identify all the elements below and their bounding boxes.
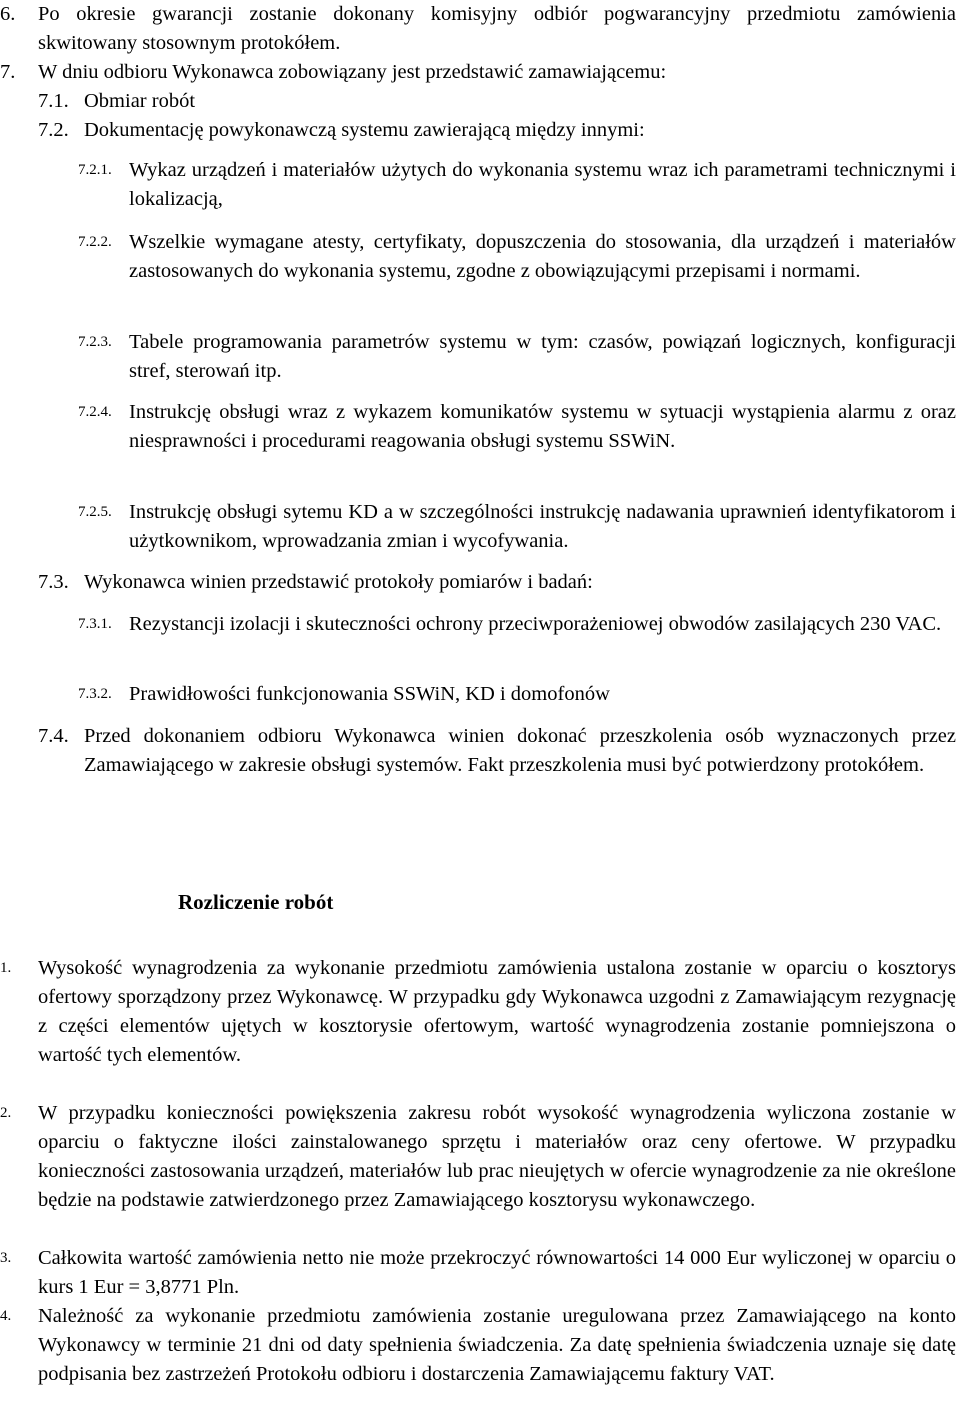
item-text: Tabele programowania parametrów systemu w tym: czasów, powiązań logicznych, konfiguracji stref, sterowań itp. <box>129 331 956 382</box>
item-number: 7.3. <box>38 571 69 593</box>
item-text: Wykonawca winien przedstawić protokoły pomiarów i badań: <box>84 571 593 593</box>
item-text: Przed dokonaniem odbioru Wykonawca winien dokonać przeszkolenia osób wyznaczonych przez Zamawiającego w zakresie obsługi systemów. Fakt przeszkolenia musi być potwierdzony protokółem. <box>84 725 956 776</box>
item-text: W przypadku konieczności powiększenia zakresu robót wysokość wynagrodzenia wyliczona zostanie w oparciu o faktyczne ilości zainstalowanego sprzętu i materiałów oraz ceny ofertowe. W przypadku konieczności zastosowania urządzeń, materiałów lub prac nieujętych w ofercie wynagrodzenie za nie określone będzie na podstawie zatwierdzonego przez Zamawiającego kosztorysu wykonawczego. <box>38 1102 956 1211</box>
item-number: 1. <box>0 960 12 976</box>
item-number: 7.3.2. <box>78 686 112 702</box>
item-text: Wszelkie wymagane atesty, certyfikaty, dopuszczenia do stosowania, dla urządzeń i materiałów zastosowanych do wykonania systemu, zgodne z obowiązującymi przepisami i normami. <box>129 231 956 282</box>
item-text: Instrukcję obsługi sytemu KD a w szczególności instrukcję nadawania uprawnień identyfikatorom i użytkownikom, wprowadzania zmian i wycofywania. <box>129 501 956 552</box>
item-number: 6. <box>0 3 16 25</box>
item-text: Prawidłowości funkcjonowania SSWiN, KD i domofonów <box>129 683 610 705</box>
item-text: Wykaz urządzeń i materiałów użytych do wykonania systemu wraz ich parametrami technicznymi i lokalizacją, <box>129 159 956 210</box>
item-text: Instrukcję obsługi wraz z wykazem komunikatów systemu w sytuacji wystąpienia alarmu z oraz niesprawności i procedurami reagowania obsługi systemu SSWiN. <box>129 401 956 452</box>
item-text: Należność za wykonanie przedmiotu zamówienia zostanie uregulowana przez Zamawiającego na konto Wykonawcy w terminie 21 dni od daty spełnienia świadczenia. Za datę spełnienia świadczenia uznaje się datę podpisania bez zastrzeżeń Protokołu odbioru i dostarczenia Zamawiającemu faktury VAT. <box>38 1305 956 1385</box>
item-number: 7.2.3. <box>78 334 112 350</box>
item-number: 7.2. <box>38 119 69 141</box>
section-heading: Rozliczenie robót <box>178 890 334 914</box>
item-text: Po okresie gwarancji zostanie dokonany komisyjny odbiór pogwarancyjny przedmiotu zamówienia skwitowany stosownym protokółem. <box>38 3 956 54</box>
item-number: 7.2.5. <box>78 504 112 520</box>
item-text: Obmiar robót <box>84 90 196 112</box>
item-number: 7.2.1. <box>78 162 112 178</box>
item-text: Wysokość wynagrodzenia za wykonanie przedmiotu zamówienia ustalona zostanie w oparciu o kosztorys ofertowy sporządzony przez Wykonawcę. W przypadku gdy Wykonawca uzgodni z Zamawiającym rezygnację z części elementów ujętych w kosztorysie ofertowym, wartość wynagrodzenia zostanie pomniejszona o wartość tych elementów. <box>38 957 956 1066</box>
item-number: 7. <box>0 61 16 83</box>
item-number: 3. <box>0 1250 12 1266</box>
item-number: 7.1. <box>38 90 69 112</box>
item-text: Rezystancji izolacji i skuteczności ochrony przeciwporażeniowej obwodów zasilających 230 VAC. <box>129 613 942 635</box>
item-text: Całkowita wartość zamówienia netto nie może przekroczyć równowartości 14 000 Eur wyliczonej w oparciu o kurs 1 Eur = 3,8771 Pln. <box>38 1247 956 1298</box>
item-number: 7.2.4. <box>78 404 112 420</box>
item-number: 7.2.2. <box>78 234 112 250</box>
item-number: 2. <box>0 1105 12 1121</box>
item-number: 7.3.1. <box>78 616 112 632</box>
item-text: W dniu odbioru Wykonawca zobowiązany jest przedstawić zamawiającemu: <box>38 61 667 83</box>
item-number: 4. <box>0 1308 12 1324</box>
item-text: Dokumentację powykonawczą systemu zawierającą między innymi: <box>84 119 645 141</box>
item-number: 7.4. <box>38 725 69 747</box>
